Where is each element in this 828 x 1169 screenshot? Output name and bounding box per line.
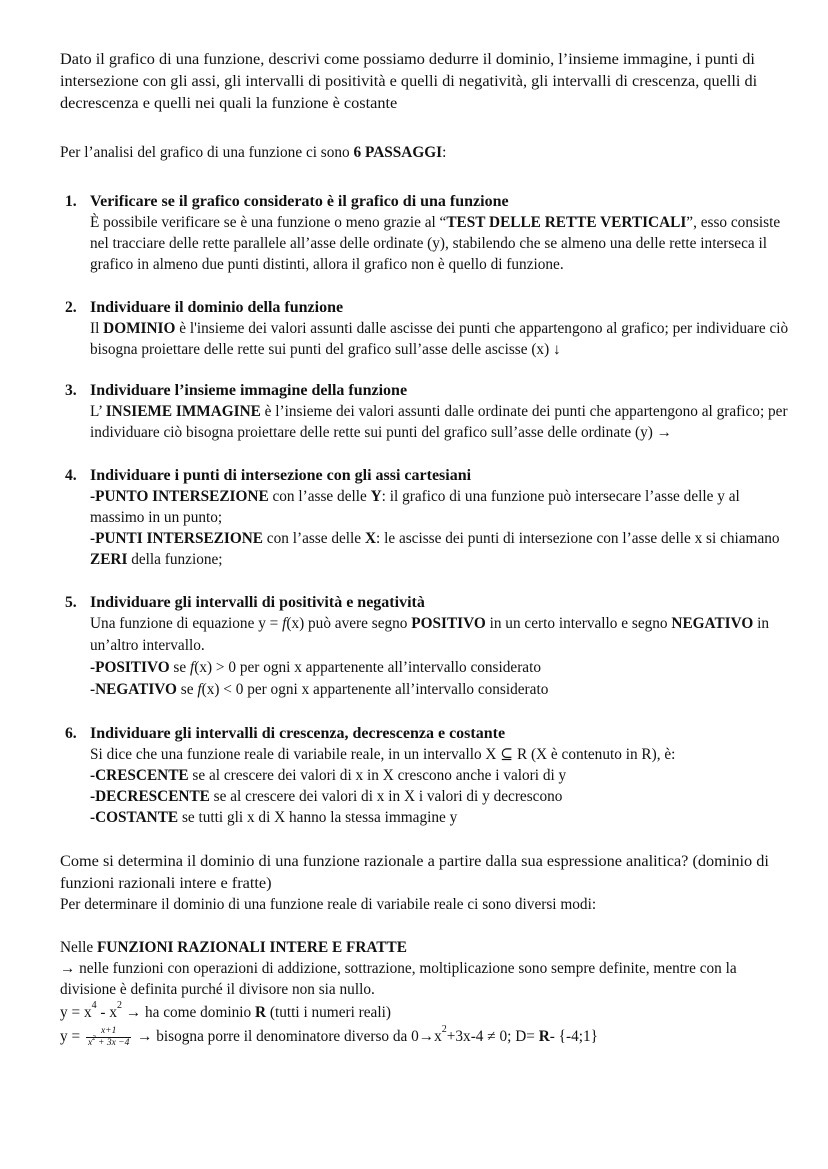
step-title: Individuare i punti di intersezione con gli assi cartesiani <box>90 467 472 484</box>
step-body <box>90 212 795 275</box>
body-text: ”, esso consiste nel tracciare delle rette parallele all’asse delle ordinate (y), stabilendo che se almeno una delle rette interseca il grafico in almeno due punti distinti, allora il grafico non è quello di funzione. <box>90 214 781 273</box>
step-number: 1. <box>65 193 77 210</box>
eq-text: → bisogna porre il denominatore diverso da 0→ <box>133 1028 435 1046</box>
step-body <box>90 613 795 657</box>
eq-op: - <box>96 1004 110 1021</box>
step-6 <box>60 723 795 828</box>
section-bold: FUNZIONI RAZIONALI INTERE E FRATTE <box>96 939 407 956</box>
step-number: 4. <box>65 467 77 484</box>
positive-condition <box>90 657 795 679</box>
decrescente-line <box>90 786 795 807</box>
eq-exponent: 2 <box>117 1000 122 1011</box>
body-text: con l’asse delle <box>268 488 371 505</box>
steps-list <box>60 191 795 828</box>
body-text: se al crescere dei valori di x in X i valori di y decrescono <box>209 788 563 805</box>
body-bold: POSITIVO <box>411 615 486 632</box>
body-text: se al crescere dei valori di x in X crescono anche i valori di y <box>188 767 567 784</box>
body-text: se <box>169 659 190 676</box>
step-body: Si dice che una funzione reale di variabile reale, in un intervallo X ⊆ R (X è contenuto in R), è: <box>90 746 676 763</box>
section-prefix: Nelle <box>60 939 97 956</box>
intro-question: Dato il grafico di una funzione, descrivi come possiamo dedurre il dominio, l’insieme immagine, i punti di intersezione con gli assi, gli intervalli di positività e quelli di negatività, gli intervalli di crescenza, quelli di decrescenza e quelli nei quali la funzione è costante <box>60 49 758 112</box>
axis-label: Y <box>370 488 382 505</box>
body-bold: TEST DELLE RETTE VERTICALI <box>446 214 687 231</box>
document-page <box>60 48 795 1049</box>
step-title: Verificare se il grafico considerato è il grafico di una funzione <box>90 193 509 210</box>
step-body-x <box>90 528 795 570</box>
eq-var: x <box>87 1038 93 1048</box>
lead-end: : <box>442 144 447 161</box>
body-text: (x) > 0 per ogni x appartenente all’intervallo considerato <box>194 659 541 676</box>
step-body-y <box>90 486 795 528</box>
eq-var: x <box>109 1004 117 1021</box>
axis-label: X <box>364 530 376 547</box>
eq-text: + 3x −4 <box>95 1038 130 1048</box>
body-bold: -PUNTI INTERSEZIONE <box>90 530 263 547</box>
step-body <box>90 318 795 360</box>
crescente-line <box>90 765 795 786</box>
body-text: È possibile verificare se è una funzione o meno grazie al “ <box>90 214 447 231</box>
step-number: 2. <box>65 299 77 316</box>
example-fractional-function <box>60 1026 795 1049</box>
function-symbol: f <box>282 615 287 632</box>
body-text: Il <box>90 320 104 337</box>
eq-text: → ha come dominio <box>122 1004 255 1021</box>
function-symbol: f <box>190 659 195 676</box>
body-text: in un certo intervallo e segno <box>485 615 672 632</box>
step-4 <box>60 465 795 570</box>
negative-condition <box>90 679 795 701</box>
step-number: 6. <box>65 725 77 742</box>
function-symbol: f <box>197 681 202 698</box>
domain-symbol: R <box>538 1028 550 1046</box>
body-text: : il grafico di una funzione può intersecare l’asse delle y al massimo in un punto; <box>90 488 740 526</box>
body-bold: DOMINIO <box>103 320 176 337</box>
step-title: Individuare gli intervalli di crescenza, decrescenza e costante <box>90 725 506 742</box>
body-text: è l'insieme dei valori assunti dalle ascisse dei punti che appartengono al grafico; per individuare ciò bisogna proiettare delle rette sui punti del grafico sull’asse delle ascisse (x) ↓ <box>90 320 789 358</box>
fraction-numerator: x+1 <box>86 1026 131 1038</box>
section-heading <box>60 937 795 958</box>
eq-lhs: y = <box>60 1028 84 1046</box>
step-2 <box>60 297 795 360</box>
eq-text: +3x-4 ≠ 0; D= <box>446 1028 539 1046</box>
domain-symbol: R <box>254 1004 267 1021</box>
fraction-denominator <box>86 1034 131 1049</box>
eq-exponent: 2 <box>441 1024 447 1036</box>
step-3 <box>60 380 795 443</box>
body-bold: -COSTANTE <box>90 809 179 826</box>
body-text: (x) può avere segno <box>286 615 412 632</box>
step-number: 3. <box>65 382 77 399</box>
eq-var: x <box>83 1004 92 1021</box>
body-text: della funzione; <box>127 551 223 568</box>
body-text: in un’altro intervallo. <box>90 615 769 654</box>
body-bold: ZERI <box>90 551 128 568</box>
body-text: (x) < 0 per ogni x appartenente all’intervallo considerato <box>201 681 549 698</box>
step-body <box>90 401 795 443</box>
step-title: Individuare gli intervalli di positività e negatività <box>90 594 425 611</box>
body-text: se <box>176 681 198 698</box>
body-text: con l’asse delle <box>262 530 365 547</box>
eq-lhs: y = <box>60 1004 84 1021</box>
body-text: L’ <box>90 403 106 420</box>
answer-intro: Per determinare il dominio di una funzione reale di variabile reale ci sono diversi modi: <box>60 896 597 913</box>
body-text: Una funzione di equazione y = <box>90 615 283 632</box>
body-bold: -POSITIVO <box>90 659 170 676</box>
body-bold: -PUNTO INTERSEZIONE <box>90 488 269 505</box>
step-5 <box>60 592 795 701</box>
body-bold: -CRESCENTE <box>90 767 189 784</box>
eq-exponent: 4 <box>91 1000 97 1011</box>
body-text: è l’insieme dei valori assunti dalle ordinate dei punti che appartengono al grafico; per individuare ciò bisogna proiettare delle rette sui punti del grafico sull’asse delle ordinate (y) → <box>90 403 788 441</box>
eq-text: (tutti i numeri reali) <box>266 1004 391 1021</box>
lead-line <box>60 142 795 163</box>
eq-text: - {-4;1} <box>549 1028 599 1046</box>
step-title: Individuare il dominio della funzione <box>90 299 344 316</box>
body-text: : le ascisse dei punti di intersezione con l’asse delle x si chiamano <box>376 530 780 547</box>
step-title: Individuare l’insieme immagine della funzione <box>90 382 408 399</box>
lead-bold: 6 PASSAGGI <box>353 144 443 161</box>
step-number: 5. <box>65 594 77 611</box>
step-1 <box>60 191 795 275</box>
second-question: Come si determina il dominio di una funzione razionale a partire dalla sua espressione analitica? (dominio di funzioni razionali intere e fratte) <box>60 851 769 892</box>
eq-exponent: 2 <box>92 1034 96 1042</box>
eq-var: x <box>434 1028 442 1046</box>
section-text: → nelle funzioni con operazioni di addizione, sottrazione, moltiplicazione sono sempre definite, mentre con la divisione è definita purché il divisore non sia nullo. <box>60 960 737 998</box>
body-bold: -DECRESCENTE <box>90 788 210 805</box>
body-text: se tutti gli x di X hanno la stessa immagine y <box>178 809 458 826</box>
example-integer-function <box>60 1002 795 1023</box>
fraction <box>86 1026 131 1049</box>
body-bold: NEGATIVO <box>671 615 754 632</box>
lead-text: Per l’analisi del grafico di una funzione ci sono <box>60 144 354 161</box>
costante-line <box>90 807 795 828</box>
body-bold: INSIEME IMMAGINE <box>105 403 261 420</box>
body-bold: -NEGATIVO <box>90 681 177 698</box>
